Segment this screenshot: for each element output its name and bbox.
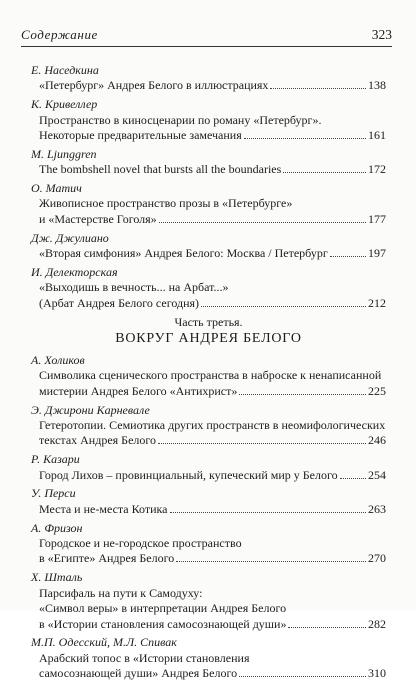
dot-leader	[330, 256, 366, 257]
entry-author: И. Делекторская	[31, 264, 118, 279]
entry-title-line	[31, 433, 386, 448]
entry-title-line	[31, 212, 386, 227]
entry-title-line	[31, 666, 386, 681]
entry-title-text: и «Мастерстве Гоголя»	[39, 211, 157, 226]
dot-leader	[239, 676, 366, 677]
toc-entry	[31, 521, 386, 567]
dot-leader	[340, 478, 366, 479]
entry-title-line	[31, 128, 386, 143]
dot-leader	[170, 512, 367, 513]
entry-title-line	[31, 651, 386, 666]
entry-title-text: «Символ веры» в интерпретации Андрея Белого	[39, 601, 287, 616]
part-title: ВОКРУГ АНДРЕЯ БЕЛОГО	[115, 331, 302, 347]
entry-title-line	[31, 162, 386, 177]
part-label: Часть третья.	[174, 315, 243, 330]
toc-entry	[31, 353, 386, 399]
entry-title-text: Гетеротопии. Семиотика других пространств в неомифологических	[39, 418, 386, 433]
entry-author: M. Ljunggren	[31, 146, 97, 161]
entry-title-line	[31, 502, 386, 517]
entry-page-number: 254	[368, 467, 386, 482]
entry-author: М.П. Одесский, М.Л. Спивак	[31, 635, 177, 650]
entry-title-text: Арабский топос в «Истории становления	[39, 650, 250, 665]
header-rule	[21, 46, 392, 47]
dot-leader	[201, 306, 366, 307]
toc-entry	[31, 147, 386, 178]
toc-section-bottom	[31, 353, 386, 681]
entry-title-line	[31, 536, 386, 551]
toc-entry	[31, 265, 386, 311]
entry-title-text: (Арбат Андрея Белого сегодня)	[39, 295, 200, 310]
entry-title-text: «Петербург» Андрея Белого в иллюстрациях	[39, 78, 269, 93]
entry-page-number: 138	[368, 78, 386, 93]
entry-title-text: в «Истории становления самосознающей души»	[39, 616, 287, 631]
dot-leader	[270, 88, 366, 89]
toc-entry	[31, 486, 386, 517]
dot-leader	[176, 561, 366, 562]
entry-title-line	[31, 368, 386, 383]
entry-page-number: 282	[368, 616, 386, 631]
entry-page-number: 212	[368, 295, 386, 310]
entry-title-line	[31, 113, 386, 128]
entry-author: К. Кривеллер	[31, 97, 98, 112]
entry-author: Е. Наседкина	[31, 63, 99, 77]
dot-leader	[239, 394, 366, 395]
page-number: 323	[371, 27, 392, 42]
entry-title-text: «Выходишь в вечность... на Арбат...»	[39, 280, 229, 295]
toc-entry	[31, 63, 386, 94]
entry-page-number: 225	[368, 383, 386, 398]
entry-author: А. Холиков	[31, 353, 85, 368]
toc-entry	[31, 635, 386, 681]
entry-title-text: в «Египте» Андрея Белого	[39, 551, 175, 566]
entry-title-text: Символика сценического пространства в наброске к ненаписанной	[39, 368, 382, 383]
entry-author: Дж. Джулиано	[31, 230, 109, 245]
entry-title-text: Город Лихов – провинциальный, купеческий мир у Белого	[39, 467, 338, 482]
entry-page-number: 172	[368, 162, 386, 177]
dot-leader	[244, 138, 366, 139]
toc-entry	[31, 452, 386, 483]
entry-page-number: 197	[368, 246, 386, 261]
entry-title-text: The bombshell novel that bursts all the boundaries	[39, 162, 282, 177]
running-head-title: Содержание	[21, 27, 98, 42]
entry-author: У. Перси	[31, 486, 76, 501]
dot-leader	[158, 443, 366, 444]
entry-title-line	[31, 468, 386, 483]
toc-entry	[31, 181, 386, 227]
entry-title-line	[31, 418, 386, 433]
part-heading	[31, 315, 386, 347]
entry-title-line	[31, 551, 386, 566]
entry-title-text: текстах Андрея Белого	[39, 433, 157, 448]
entry-title-text: самосознающей души» Андрея Белого	[39, 666, 238, 681]
entry-author: О. Матич	[31, 181, 82, 196]
entry-title-text: Парсифаль на пути к Самодуху:	[39, 585, 203, 600]
entry-title-text: Места и не-места Котика	[39, 501, 168, 516]
entry-title-text: Живописное пространство прозы в «Петербурге»	[39, 196, 293, 211]
entry-page-number: 263	[368, 501, 386, 516]
entry-author: А. Фризон	[31, 520, 83, 535]
entry-page-number: 177	[368, 211, 386, 226]
entry-title-line	[31, 280, 386, 295]
entry-title-line	[31, 246, 386, 261]
entry-title-line	[31, 296, 386, 311]
entry-author: Х. Шталь	[31, 570, 83, 585]
entry-title-text: мистерии Андрея Белого «Антихрист»	[39, 383, 238, 398]
entry-title-text: Пространство в киносценарии по роману «Петербург».	[39, 112, 322, 127]
entry-title-line	[31, 586, 386, 601]
entry-title-text: Некоторые предварительные замечания	[39, 128, 242, 143]
entry-title-text: Городское и не-городское пространство	[39, 536, 242, 551]
entry-title-line	[31, 384, 386, 399]
entry-title-line	[31, 617, 386, 632]
entry-page-number: 161	[368, 128, 386, 143]
toc-section-top	[31, 63, 386, 311]
entry-author: Р. Казари	[31, 452, 80, 467]
entry-title-line	[31, 78, 386, 93]
dot-leader	[283, 172, 366, 173]
dot-leader	[159, 222, 366, 223]
toc-entry	[31, 570, 386, 632]
entry-title-text: «Вторая симфония» Андрея Белого: Москва / Петербург	[39, 246, 328, 261]
table-of-contents	[31, 63, 386, 685]
toc-entry	[31, 403, 386, 449]
toc-entry	[31, 231, 386, 262]
entry-title-line	[31, 196, 386, 211]
entry-author: Э. Джирони Карневале	[31, 402, 150, 417]
toc-entry	[31, 97, 386, 143]
dot-leader	[288, 627, 366, 628]
entry-page-number: 270	[368, 551, 386, 566]
entry-page-number: 310	[368, 666, 386, 681]
entry-title-line	[31, 601, 386, 616]
entry-page-number: 246	[368, 433, 386, 448]
running-head	[21, 27, 392, 43]
